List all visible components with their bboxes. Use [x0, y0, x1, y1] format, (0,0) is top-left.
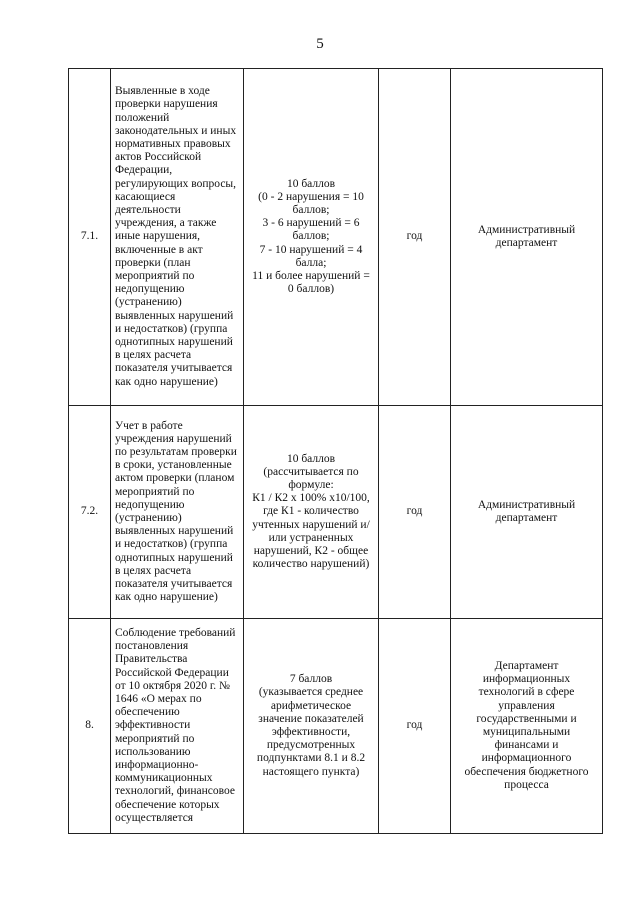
reporting-period: год	[379, 69, 451, 406]
row-number: 8.	[69, 619, 111, 834]
responsible-department: Административный департамент	[451, 69, 603, 406]
score-description: 7 баллов (указывается среднее арифметическое значение показателей эффективности, предусмотренных подпунктами 8.1 и 8.2 настоящего пункта)	[244, 619, 379, 834]
score-description: 10 баллов (0 - 2 нарушения = 10 баллов; 3 - 6 нарушений = 6 баллов; 7 - 10 нарушений = 4 балла; 11 и более нарушений = 0 баллов)	[244, 69, 379, 406]
table-row	[69, 406, 603, 619]
responsible-department: Департамент информационных технологий в сфере управления государственными и муниципальными финансами и информационного обеспечения бюджетного процесса	[451, 619, 603, 834]
responsible-department: Административный департамент	[451, 406, 603, 619]
row-number: 7.1.	[69, 69, 111, 406]
page-number: 5	[316, 36, 324, 52]
indicator-name: Соблюдение требований постановления Правительства Российской Федерации от 10 октября 2020 г. № 1646 «О мерах по обеспечению эффективности мероприятий по использованию информационно-коммуникационных технологий, финансовое обеспечение которых осуществляется	[111, 619, 244, 834]
reporting-period: год	[379, 619, 451, 834]
criteria-table	[68, 68, 603, 834]
indicator-name: Выявленные в ходе проверки нарушения положений законодательных и иных нормативных правовых актов Российской Федерации, регулирующих вопросы, касающиеся деятельности учреждения, а также иные нарушения, включенные в акт проверки (план мероприятий по недопущению (устранению) выявленных нарушений и недостатков) (группа однотипных нарушений в целях расчета показателя учитывается как одно нарушение)	[111, 69, 244, 406]
reporting-period: год	[379, 406, 451, 619]
row-number: 7.2.	[69, 406, 111, 619]
score-description: 10 баллов (рассчитывается по формуле: К1 / К2 х 100% х10/100, где К1 - количество учтенных нарушений и/или устраненных нарушений, К2 - общее количество нарушений)	[244, 406, 379, 619]
table-row	[69, 69, 603, 406]
table-row	[69, 619, 603, 834]
indicator-name: Учет в работе учреждения нарушений по результатам проверки в сроки, установленные актом проверки (планом мероприятий по недопущению (устранению) выявленных нарушений и недостатков) (группа однотипных нарушений в целях расчета показателя учитывается как одно нарушение)	[111, 406, 244, 619]
